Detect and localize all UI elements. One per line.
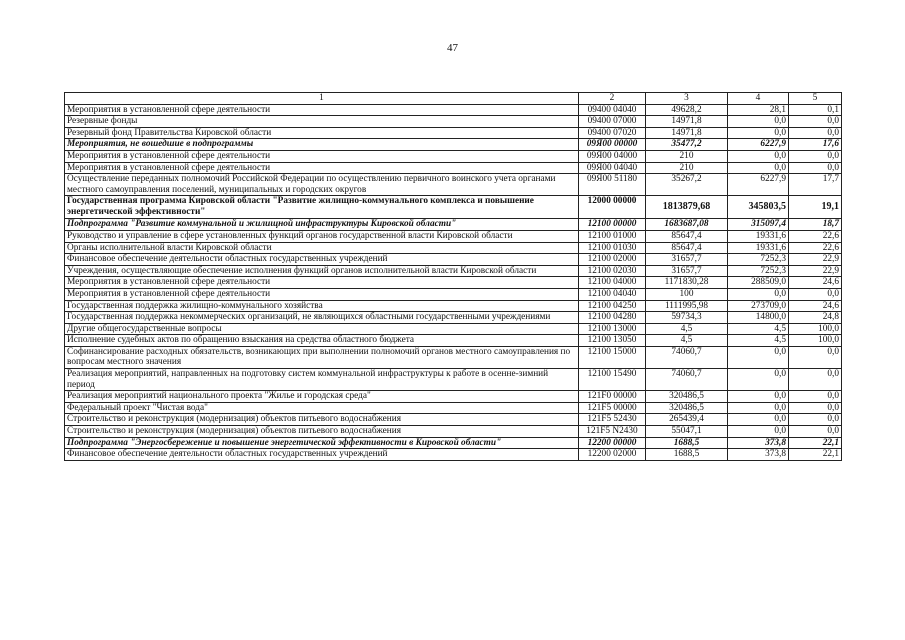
row-value-2-cell: 19331,6 [728, 230, 789, 242]
row-name-cell: Резервный фонд Правительства Кировской области [65, 127, 579, 139]
budget-table [64, 92, 842, 461]
row-value-3-cell: 100,0 [789, 335, 842, 347]
row-value-3-cell: 0,0 [789, 402, 842, 414]
table-row [65, 162, 842, 174]
row-value-1-cell: 4,5 [646, 323, 728, 335]
row-code-cell: 121F5 52430 [579, 414, 646, 426]
row-code-cell: 09Я00 51180 [579, 174, 646, 196]
row-value-3-cell: 0,0 [789, 127, 842, 139]
row-value-1-cell: 100 [646, 288, 728, 300]
row-code-cell: 12100 04040 [579, 288, 646, 300]
row-value-1-cell: 35267,2 [646, 174, 728, 196]
table-row [65, 402, 842, 414]
row-value-1-cell: 4,5 [646, 335, 728, 347]
row-name-cell: Реализация мероприятий, направленных на подготовку систем коммунальной инфраструктуры к работе в осенне-зимний период [65, 369, 579, 391]
table-row [65, 254, 842, 266]
row-value-3-cell: 0,0 [789, 426, 842, 438]
row-value-2-cell: 345803,5 [728, 196, 789, 219]
table-row [65, 437, 842, 449]
row-name-cell: Финансовое обеспечение деятельности областных государственных учреждений [65, 449, 579, 461]
row-name-cell: Осуществление переданных полномочий Российской Федерации по осуществлению первичного воинского учета органами местного самоуправления поселений, муниципальных и городских округов [65, 174, 579, 196]
row-code-cell: 12000 00000 [579, 196, 646, 219]
row-code-cell: 12100 04250 [579, 300, 646, 312]
row-code-cell: 12100 01000 [579, 230, 646, 242]
row-value-3-cell: 22,6 [789, 242, 842, 254]
row-value-3-cell: 0,0 [789, 116, 842, 128]
row-code-cell: 09Я00 04000 [579, 150, 646, 162]
row-name-cell: Другие общегосударственные вопросы [65, 323, 579, 335]
table-row [65, 426, 842, 438]
row-value-2-cell: 373,8 [728, 437, 789, 449]
row-value-1-cell: 74060,7 [646, 346, 728, 368]
row-name-cell: Финансовое обеспечение деятельности областных государственных учреждений [65, 254, 579, 266]
row-value-3-cell: 24,6 [789, 277, 842, 289]
row-value-2-cell: 0,0 [728, 414, 789, 426]
table-row [65, 116, 842, 128]
row-code-cell: 09Я00 04040 [579, 162, 646, 174]
table-row [65, 323, 842, 335]
row-name-cell: Исполнение судебных актов по обращению взыскания на средства областного бюджета [65, 335, 579, 347]
table-row [65, 346, 842, 368]
row-value-3-cell: 0,0 [789, 414, 842, 426]
row-value-2-cell: 0,0 [728, 391, 789, 403]
row-value-2-cell: 288509,0 [728, 277, 789, 289]
header-cell: 2 [579, 93, 646, 105]
row-value-2-cell: 28,1 [728, 104, 789, 116]
row-name-cell: Мероприятия в установленной сфере деятельности [65, 104, 579, 116]
row-code-cell: 12200 00000 [579, 437, 646, 449]
row-value-2-cell: 7252,3 [728, 254, 789, 266]
row-value-3-cell: 0,0 [789, 162, 842, 174]
table-row [65, 265, 842, 277]
row-value-3-cell: 19,1 [789, 196, 842, 219]
row-code-cell: 12100 02000 [579, 254, 646, 266]
row-value-1-cell: 14971,8 [646, 127, 728, 139]
row-value-1-cell: 55047,1 [646, 426, 728, 438]
table-row [65, 312, 842, 324]
row-value-1-cell: 49628,2 [646, 104, 728, 116]
row-value-1-cell: 1171830,28 [646, 277, 728, 289]
table-row [65, 196, 842, 219]
table-row [65, 391, 842, 403]
row-code-cell: 09400 04040 [579, 104, 646, 116]
row-value-3-cell: 22,1 [789, 449, 842, 461]
row-name-cell: Мероприятия, не вошедшие в подпрограммы [65, 139, 579, 151]
row-value-1-cell: 1688,5 [646, 449, 728, 461]
row-value-1-cell: 1111995,98 [646, 300, 728, 312]
row-value-2-cell: 19331,6 [728, 242, 789, 254]
table-row [65, 414, 842, 426]
row-value-2-cell: 273709,0 [728, 300, 789, 312]
row-value-2-cell: 6227,9 [728, 139, 789, 151]
row-code-cell: 12100 01030 [579, 242, 646, 254]
row-value-3-cell: 18,7 [789, 219, 842, 231]
row-value-3-cell: 22,9 [789, 254, 842, 266]
row-value-1-cell: 31657,7 [646, 265, 728, 277]
row-value-3-cell: 0,0 [789, 346, 842, 368]
row-code-cell: 121F5 N2430 [579, 426, 646, 438]
row-value-1-cell: 59734,3 [646, 312, 728, 324]
row-code-cell: 09Я00 00000 [579, 139, 646, 151]
row-code-cell: 12100 04280 [579, 312, 646, 324]
row-value-2-cell: 373,8 [728, 449, 789, 461]
row-name-cell: Мероприятия в установленной сфере деятельности [65, 277, 579, 289]
row-code-cell: 09400 07000 [579, 116, 646, 128]
row-code-cell: 12100 13050 [579, 335, 646, 347]
row-value-2-cell: 4,5 [728, 335, 789, 347]
table-row [65, 288, 842, 300]
row-value-3-cell: 0,1 [789, 104, 842, 116]
row-value-2-cell: 0,0 [728, 426, 789, 438]
table-row [65, 242, 842, 254]
row-name-cell: Федеральный проект "Чистая вода" [65, 402, 579, 414]
row-name-cell: Реализация мероприятий национального проекта "Жилье и городская среда" [65, 391, 579, 403]
row-value-1-cell: 35477,2 [646, 139, 728, 151]
table-row [65, 230, 842, 242]
row-value-3-cell: 0,0 [789, 369, 842, 391]
row-name-cell: Мероприятия в установленной сфере деятельности [65, 150, 579, 162]
row-value-3-cell: 22,1 [789, 437, 842, 449]
row-code-cell: 12100 00000 [579, 219, 646, 231]
header-cell: 3 [646, 93, 728, 105]
row-value-1-cell: 320486,5 [646, 391, 728, 403]
row-value-2-cell: 0,0 [728, 127, 789, 139]
row-value-3-cell: 100,0 [789, 323, 842, 335]
row-value-1-cell: 265439,4 [646, 414, 728, 426]
table-row [65, 219, 842, 231]
row-value-1-cell: 320486,5 [646, 402, 728, 414]
table-header-row [65, 93, 842, 105]
row-name-cell: Подпрограмма "Развитие коммунальной и жилищной инфраструктуры Кировской области" [65, 219, 579, 231]
row-code-cell: 12100 15490 [579, 369, 646, 391]
row-value-1-cell: 85647,4 [646, 230, 728, 242]
row-value-1-cell: 31657,7 [646, 254, 728, 266]
row-code-cell: 12100 04000 [579, 277, 646, 289]
row-value-3-cell: 0,0 [789, 288, 842, 300]
table-row [65, 127, 842, 139]
row-code-cell: 09400 07020 [579, 127, 646, 139]
table-row [65, 335, 842, 347]
table-row [65, 174, 842, 196]
row-name-cell: Органы исполнительной власти Кировской области [65, 242, 579, 254]
table-row [65, 139, 842, 151]
row-value-2-cell: 7252,3 [728, 265, 789, 277]
row-value-3-cell: 22,9 [789, 265, 842, 277]
row-value-2-cell: 4,5 [728, 323, 789, 335]
row-value-2-cell: 0,0 [728, 369, 789, 391]
row-name-cell: Резервные фонды [65, 116, 579, 128]
row-value-1-cell: 210 [646, 162, 728, 174]
row-code-cell: 12200 02000 [579, 449, 646, 461]
table-row [65, 449, 842, 461]
row-value-1-cell: 85647,4 [646, 242, 728, 254]
row-value-1-cell: 1683687,08 [646, 219, 728, 231]
row-value-3-cell: 17,6 [789, 139, 842, 151]
row-name-cell: Строительство и реконструкция (модернизация) объектов питьевого водоснабжения [65, 426, 579, 438]
row-code-cell: 121F0 00000 [579, 391, 646, 403]
row-value-2-cell: 14800,0 [728, 312, 789, 324]
row-name-cell: Государственная программа Кировской области "Развитие жилищно-коммунального комплекса и повышение энергетической эффективности" [65, 196, 579, 219]
row-value-2-cell: 0,0 [728, 162, 789, 174]
row-value-1-cell: 210 [646, 150, 728, 162]
row-value-3-cell: 24,8 [789, 312, 842, 324]
page-number: 47 [447, 42, 458, 54]
row-value-3-cell: 24,6 [789, 300, 842, 312]
row-code-cell: 12100 02030 [579, 265, 646, 277]
row-value-1-cell: 74060,7 [646, 369, 728, 391]
row-value-2-cell: 0,0 [728, 150, 789, 162]
row-name-cell: Мероприятия в установленной сфере деятельности [65, 162, 579, 174]
row-code-cell: 12100 15000 [579, 346, 646, 368]
row-code-cell: 12100 13000 [579, 323, 646, 335]
row-value-2-cell: 0,0 [728, 346, 789, 368]
row-value-1-cell: 1688,5 [646, 437, 728, 449]
table-row [65, 104, 842, 116]
header-cell: 1 [65, 93, 579, 105]
row-value-3-cell: 0,0 [789, 150, 842, 162]
row-value-3-cell: 17,7 [789, 174, 842, 196]
row-value-3-cell: 22,6 [789, 230, 842, 242]
header-cell: 5 [789, 93, 842, 105]
row-name-cell: Учреждения, осуществляющие обеспечение исполнения функций органов исполнительной власти Кировской области [65, 265, 579, 277]
table-row [65, 369, 842, 391]
table-row [65, 300, 842, 312]
row-value-2-cell: 0,0 [728, 116, 789, 128]
row-name-cell: Государственная поддержка некоммерческих организаций, не являющихся областными государственными учреждениями [65, 312, 579, 324]
row-value-1-cell: 14971,8 [646, 116, 728, 128]
row-value-2-cell: 6227,9 [728, 174, 789, 196]
row-name-cell: Подпрограмма "Энергосбережение и повышение энергетической эффективности в Кировской области" [65, 437, 579, 449]
table-row [65, 150, 842, 162]
row-name-cell: Софинансирование расходных обязательств, возникающих при выполнении полномочий органов местного самоуправления по вопросам местного значения [65, 346, 579, 368]
row-code-cell: 121F5 00000 [579, 402, 646, 414]
row-name-cell: Государственная поддержка жилищно-коммунального хозяйства [65, 300, 579, 312]
row-value-3-cell: 0,0 [789, 391, 842, 403]
row-name-cell: Руководство и управление в сфере установленных функций органов государственной власти Кировской области [65, 230, 579, 242]
table-row [65, 277, 842, 289]
row-name-cell: Мероприятия в установленной сфере деятельности [65, 288, 579, 300]
row-name-cell: Строительство и реконструкция (модернизация) объектов питьевого водоснабжения [65, 414, 579, 426]
row-value-2-cell: 315097,4 [728, 219, 789, 231]
row-value-2-cell: 0,0 [728, 288, 789, 300]
header-cell: 4 [728, 93, 789, 105]
row-value-1-cell: 1813879,68 [646, 196, 728, 219]
row-value-2-cell: 0,0 [728, 402, 789, 414]
